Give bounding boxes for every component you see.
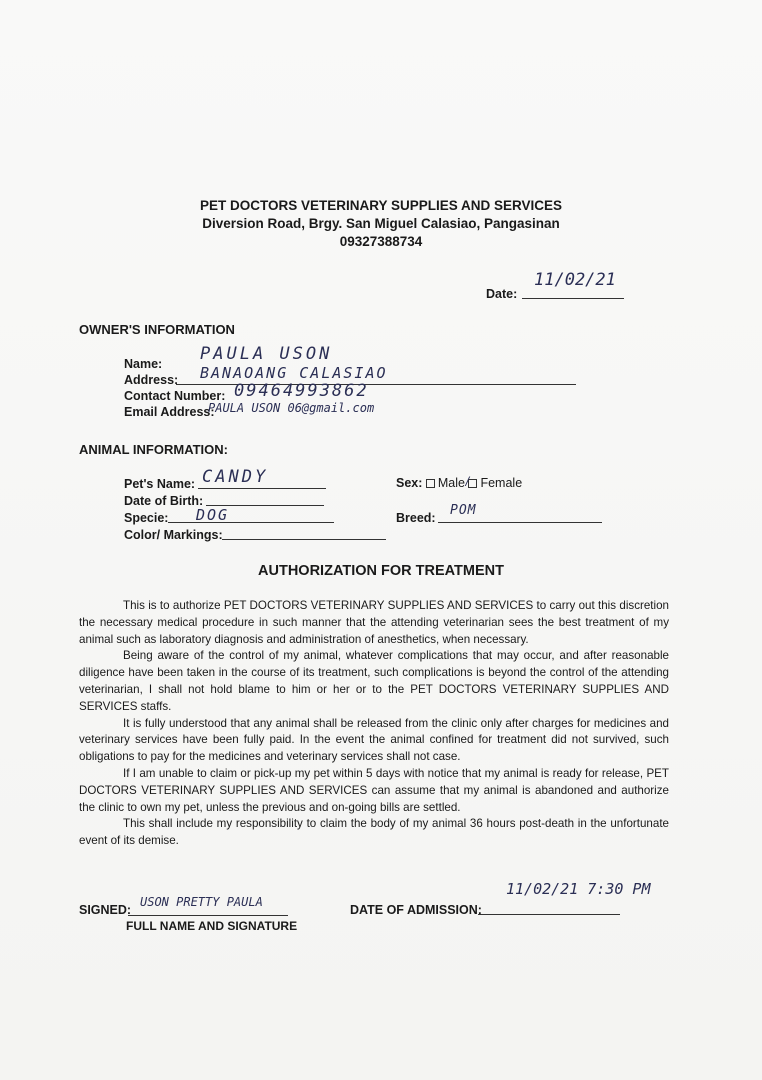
- sex-options: [426, 476, 522, 490]
- company-name: PET DOCTORS VETERINARY SUPPLIES AND SERVICES: [199, 198, 563, 213]
- signature-value: USON PRETTY PAULA: [140, 895, 263, 909]
- specie-label: Specie:: [124, 511, 169, 525]
- signed-label: SIGNED:: [79, 903, 132, 917]
- owner-name-value: PAULA USON: [200, 344, 333, 364]
- pet-name-label: Pet's Name:: [124, 477, 196, 491]
- owner-contact-label: Contact Number:: [124, 389, 226, 403]
- specie-line: [168, 522, 334, 523]
- color-line: [222, 539, 386, 540]
- date-line: [522, 298, 624, 299]
- admission-label: DATE OF ADMISSION:: [350, 903, 482, 917]
- authorization-paragraph: If I am unable to claim or pick-up my pet within 5 days with notice that my animal is ready for release, PET DOCTORS VETERINARY SUPPLIES AND SERVICES can assume that my animal is abandoned and authorize the clinic to own my pet, unless the previous and on-going bills are settled.: [79, 766, 669, 814]
- animal-section-title: ANIMAL INFORMATION:: [79, 442, 228, 457]
- male-checkbox: [426, 479, 435, 488]
- company-phone: 09327388734: [339, 234, 423, 249]
- male-option-label: Male: [437, 476, 465, 490]
- female-option-label: Female: [480, 476, 523, 490]
- signature-line: [128, 915, 288, 916]
- authorization-paragraph: Being aware of the control of my animal, whatever complications that may occur, and after reasonable diligence have been taken in the course of its treatment, such complications is beyond the control of the attending veterinarian, I shall not hold blame to him or her or to the PET DOCTORS VETERINARY SUPPLIES AND SERVICES staffs.: [79, 649, 669, 713]
- owner-name-label: Name:: [124, 357, 163, 371]
- authorization-title: AUTHORIZATION FOR TREATMENT: [258, 563, 504, 579]
- specie-value: DOG: [196, 506, 230, 524]
- owner-email-value: PAULA USON 06@gmail.com: [208, 401, 375, 415]
- owner-email-label: Email Address:: [124, 405, 215, 419]
- authorization-paragraph: This is to authorize PET DOCTORS VETERINARY SUPPLIES AND SERVICES to carry out this discretion the necessary medical procedure in such manner that the attending veterinarian sees the best treatment of my animal such as laboratory diagnosis and administration of anesthetics, when necessary.: [79, 599, 669, 646]
- owner-section-title: OWNER'S INFORMATION: [79, 322, 235, 337]
- owner-address-label: Address:: [124, 373, 179, 387]
- breed-label: Breed:: [396, 511, 436, 525]
- signature-caption: FULL NAME AND SIGNATURE: [126, 919, 298, 933]
- owner-address-value: BANAOANG CALASIAO: [200, 364, 388, 382]
- dob-label: Date of Birth:: [124, 494, 204, 508]
- admission-value: 11/02/21 7:30 PM: [506, 880, 651, 898]
- authorization-paragraph: It is fully understood that any animal shall be released from the clinic only after charges for medicines and veterinary services have been fully paid. In the event the animal confined for treatment did not survived, such obligations to pay for the medicines and veterinary services shall not case.: [79, 716, 669, 764]
- female-checkbox: /: [468, 479, 477, 488]
- breed-value: POM: [450, 503, 477, 518]
- company-address: Diversion Road, Brgy. San Miguel Calasiao, Pangasinan: [202, 216, 560, 231]
- sex-label-text: Sex:: [396, 476, 423, 490]
- pet-name-value: CANDY: [202, 467, 269, 487]
- admission-line: [478, 914, 620, 915]
- pet-name-line: [198, 488, 326, 489]
- date-label: Date:: [486, 287, 518, 301]
- color-label: Color/ Markings:: [124, 528, 223, 542]
- authorization-body: [79, 598, 669, 850]
- sex-label: [396, 476, 522, 490]
- authorization-paragraph: This shall include my responsibility to claim the body of my animal 36 hours post-death in the unfortunate event of its demise.: [79, 817, 669, 848]
- date-value: 11/02/21: [534, 270, 616, 290]
- breed-line: [438, 522, 602, 523]
- owner-contact-value: 09464993862: [234, 381, 369, 401]
